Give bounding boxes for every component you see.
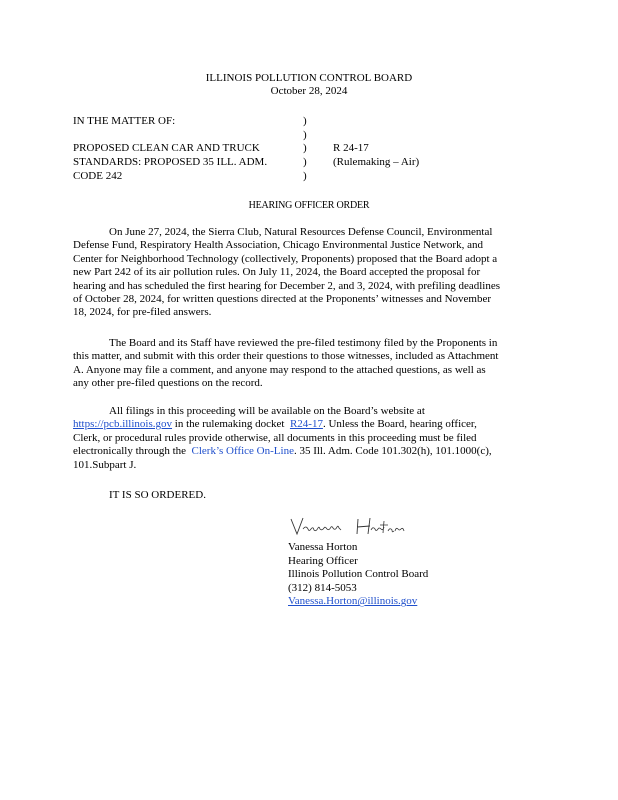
paragraph-line: Center for Neighborhood Technology (collectively, Proponents) proposed that the Board adopt a	[73, 252, 498, 265]
caption-paren: )	[303, 156, 307, 168]
paragraph-1	[73, 226, 551, 320]
caption-title-line-3: CODE 242	[73, 170, 123, 182]
signer-name: Vanessa Horton	[288, 541, 358, 553]
paragraph-line: any other pre-filed questions on the record.	[73, 377, 263, 390]
docket-number: R 24-17	[333, 142, 369, 154]
paragraph-line: new Part 242 of its air pollution rules. On July 11, 2024, the Board accepted the proposal for	[73, 266, 481, 279]
signature-block	[288, 541, 428, 609]
text-run: . Unless the Board, hearing officer,	[322, 418, 477, 431]
caption-paren: )	[303, 129, 307, 141]
caption-title-line-2: STANDARDS: PROPOSED 35 ILL. ADM.	[73, 156, 268, 168]
order-date: October 28, 2024	[270, 85, 348, 97]
paragraph-2	[73, 337, 551, 391]
signer-phone: (312) 814-5053	[288, 581, 357, 594]
matter-label: IN THE MATTER OF:	[73, 115, 176, 127]
paragraph-line: On June 27, 2024, the Sierra Club, Natural Resources Defense Council, Environmental	[109, 226, 493, 238]
caption-paren: )	[303, 115, 307, 127]
paragraph-line: 18, 2024, for pre-filed answers.	[73, 306, 212, 319]
caption-paren: )	[303, 142, 307, 154]
signer-title: Hearing Officer	[288, 554, 358, 567]
caption-title-line-1: PROPOSED CLEAN CAR AND TRUCK	[73, 142, 260, 154]
paragraph-line: Defense Fund, Respiratory Health Association, Chicago Environmental Justice Network, and	[73, 239, 483, 252]
text-run: electronically through the	[73, 445, 192, 458]
paragraph-line: hearing and has scheduled the first hearing for December 2, and 3, 2024, with prefiling deadlines	[73, 279, 501, 292]
docket-link[interactable]: R24-17	[289, 418, 323, 431]
proceeding-type: (Rulemaking – Air)	[333, 156, 420, 168]
paragraph-line	[73, 445, 551, 458]
text-run: in the rulemaking docket	[172, 418, 290, 431]
signer-email-link[interactable]: Vanessa.Horton@illinois.gov	[288, 595, 418, 608]
paragraph-line: The Board and its Staff have reviewed the pre-filed testimony filed by the Proponents in	[109, 337, 498, 349]
order-title: HEARING OFFICER ORDER	[248, 200, 370, 211]
caption-paren: )	[303, 170, 307, 182]
paragraph-line: this matter, and submit with this order their questions to those witnesses, included as Attachment	[73, 350, 499, 363]
paragraph-line: Clerk, or procedural rules provide otherwise, all documents in this proceeding must be filed	[73, 431, 477, 444]
paragraph-3	[73, 405, 551, 472]
signer-organization: Illinois Pollution Control Board	[288, 568, 429, 581]
paragraph-line: 101.Subpart J.	[73, 458, 137, 471]
board-name: ILLINOIS POLLUTION CONTROL BOARD	[205, 72, 413, 84]
so-ordered: IT IS SO ORDERED.	[109, 489, 206, 501]
paragraph-line: All filings in this proceeding will be available on the Board’s website at	[109, 405, 425, 417]
handwritten-signature	[288, 515, 418, 539]
clerk-office-link[interactable]: Clerk’s Office On-Line	[191, 445, 294, 458]
website-link[interactable]: https://pcb.illinois.gov	[73, 418, 173, 431]
paragraph-line	[73, 418, 551, 431]
paragraph-line: of October 28, 2024, for written questions directed at the Proponents’ witnesses and November	[73, 293, 491, 306]
paragraph-line: A. Anyone may file a comment, and anyone may respond to the attached questions, as well as	[73, 363, 486, 376]
text-run: . 35 Ill. Adm. Code 101.302(h), 101.1000(c),	[293, 445, 492, 458]
